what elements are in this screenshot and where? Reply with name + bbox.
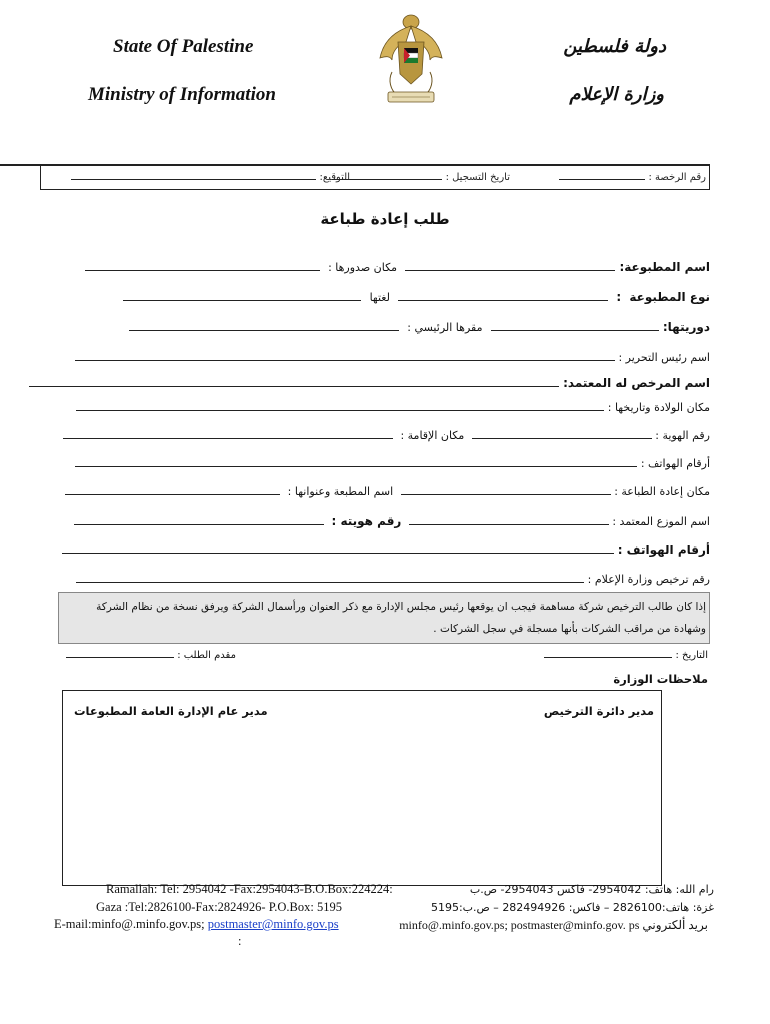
registration-date-field[interactable] xyxy=(332,172,510,183)
state-title-ar: دولة فلسطين xyxy=(563,36,666,57)
distributor-name-label: اسم الموزع المعتمد : xyxy=(612,515,710,528)
footer-ramallah-en: Ramallah: Tel: 2954042 -Fax:2954043-B.O.Box:224224: xyxy=(106,882,393,896)
reprint-place-label: مكان إعادة الطباعة : xyxy=(614,485,710,498)
ministry-title-ar: وزارة الإعلام xyxy=(569,84,664,105)
ministry-license-label: رقم ترخيص وزارة الإعلام : xyxy=(587,573,710,586)
press-name-address-label: اسم المطبعة وعنوانها : xyxy=(287,485,394,498)
publications-director-label: مدير عام الإدارة العامة المطبوعات xyxy=(74,704,268,718)
date-field[interactable] xyxy=(544,650,708,661)
footer-email-ar: بريد ألكتروني minfo@.minfo.gov.ps; postmaster@minfo.gov. ps xyxy=(399,918,708,932)
reprint-place-row[interactable] xyxy=(65,484,710,498)
date-label: التاريخ : xyxy=(675,650,708,661)
license-number-field[interactable] xyxy=(559,172,706,183)
accredited-licensee-row[interactable] xyxy=(29,376,710,390)
main-office-label: مقرها الرئيسي : xyxy=(407,321,483,334)
footer-gaza-en: Gaza :Tel:2826100-Fax:2824926- P.O.Box: 5195 xyxy=(96,900,342,914)
applicant-field[interactable] xyxy=(66,650,236,661)
periodicity-label: دوريتها: xyxy=(662,320,710,334)
birth-place-date-row[interactable] xyxy=(76,400,710,414)
distributor-phones-row[interactable] xyxy=(62,543,711,557)
signature-label: التوقيع: xyxy=(319,172,350,183)
periodicity-row[interactable] xyxy=(129,320,710,334)
state-title-en: State Of Palestine xyxy=(113,36,254,57)
licensing-director-label: مدير دائرة الترخيص xyxy=(543,704,654,718)
footer-colon: : xyxy=(238,934,242,948)
distributor-id-label: رقم هويته : xyxy=(331,514,402,528)
ministry-notes-label: ملاحظات الوزارة xyxy=(613,672,708,686)
license-number-label: رقم الرخصة : xyxy=(648,172,706,183)
publication-type-label: نوع المطبوعة xyxy=(629,290,710,304)
palestine-eagle-emblem xyxy=(378,12,444,104)
distributor-row[interactable] xyxy=(74,514,710,528)
publication-name-label: اسم المطبوعة: xyxy=(619,260,710,274)
accredited-licensee-label: اسم المرخص له المعتمد: xyxy=(563,376,710,390)
footer-ramallah-ar: رام الله: هاتف: 2954042- فاكس 2954043- ص.ب xyxy=(469,883,714,896)
phones-label: أرقام الهواتف : xyxy=(640,457,710,470)
postmaster-email-link[interactable]: postmaster@minfo.gov.ps xyxy=(207,917,339,931)
applicant-label: مقدم الطلب : xyxy=(177,650,236,661)
form-title: طلب إعادة طباعة xyxy=(320,210,450,228)
editor-in-chief-label: اسم رئيس التحرير : xyxy=(618,351,710,364)
phones-row[interactable] xyxy=(75,456,710,470)
language-label: لغتها xyxy=(369,291,390,304)
publication-type-row[interactable]: نوع المطبوعة : لغتها xyxy=(123,290,710,304)
ministry-title-en: Ministry of Information xyxy=(88,84,276,105)
ministry-notes-box[interactable] xyxy=(62,690,662,886)
ministry-license-row[interactable] xyxy=(76,572,710,586)
id-number-label: رقم الهوية : xyxy=(655,429,710,442)
distributor-phones-label: أرقام الهواتف : xyxy=(617,543,710,557)
publication-name-row[interactable] xyxy=(85,260,710,274)
id-residence-row[interactable] xyxy=(63,428,710,442)
footer-gaza-ar: غزة: هاتف:2826100 – فاكس: 282494926 – ص.ب:5195 xyxy=(430,901,714,914)
birth-place-date-label: مكان الولادة وتاريخها : xyxy=(607,401,710,414)
place-of-issue-label: مكان صدورها : xyxy=(328,261,398,274)
residence-label: مكان الإقامة : xyxy=(400,429,465,442)
registration-date-label: تاريخ التسجيل : xyxy=(445,172,510,183)
footer-email-text: E-mail:minfo@.minfo.gov.ps; xyxy=(54,917,205,931)
editor-in-chief-row[interactable] xyxy=(75,350,710,364)
company-note-text: إذا كان طالب الترخيص شركة مساهمة فيجب ان يوقعها رئيس مجلس الإدارة مع ذكر العنوان ورأسمال الشركة ويرفق نسخة من نظام الشركة وشهادة من مراقب الشركات بأنها مسجلة في سجل الشركات . xyxy=(96,601,706,635)
signature-field[interactable] xyxy=(71,172,350,183)
footer-email-en xyxy=(54,917,339,932)
